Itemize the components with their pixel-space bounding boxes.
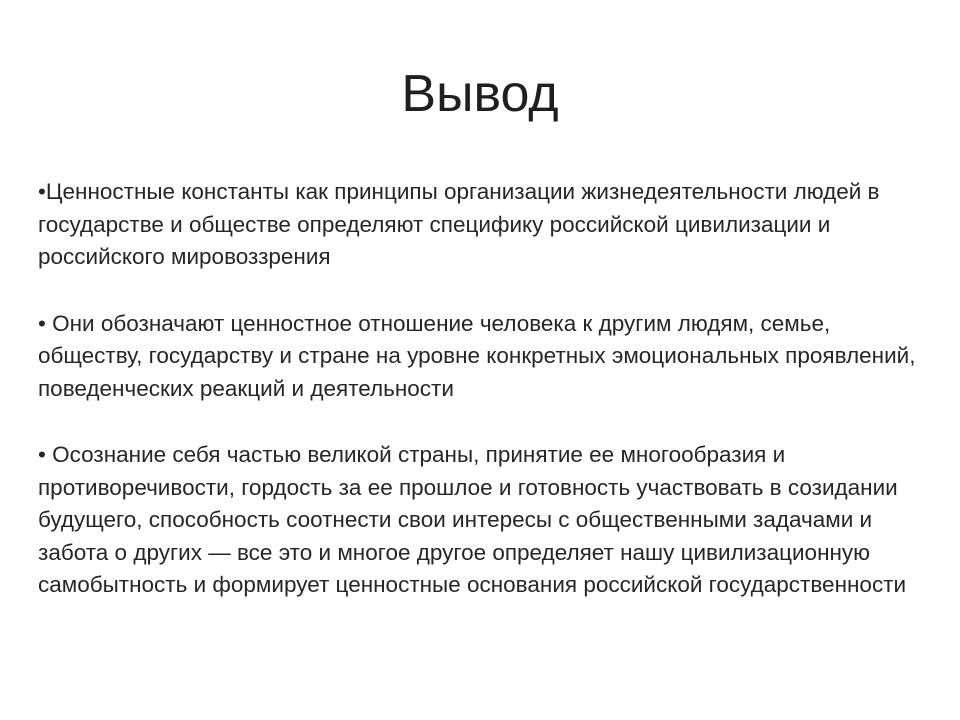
bullet-paragraph-3: • Осознание себя частью великой страны, принятие ее многообразия и противоречивости, гордость за ее прошлое и готовность участвовать в созидании будущего, способность соотнести свои интересы с общественными задачами и забота о других — все это и многое другое определяет нашу цивилизационную самобытность и формирует ценностные основания российской государственности bbox=[38, 442, 907, 597]
slide-body bbox=[38, 176, 928, 636]
bullet-paragraph-2: • Они обозначают ценностное отношение человека к другим людям, семье, обществу, государству и стране на уровне конкретных эмоциональных проявлений, поведенческих реакций и деятельности bbox=[38, 310, 916, 401]
slide-title: Вывод bbox=[401, 65, 559, 123]
bullet-paragraph-1: •Ценностные константы как принципы организации жизнедеятельности людей в государстве и обществе определяют специфику российской цивилизации и российского мировоззрения bbox=[38, 179, 880, 269]
